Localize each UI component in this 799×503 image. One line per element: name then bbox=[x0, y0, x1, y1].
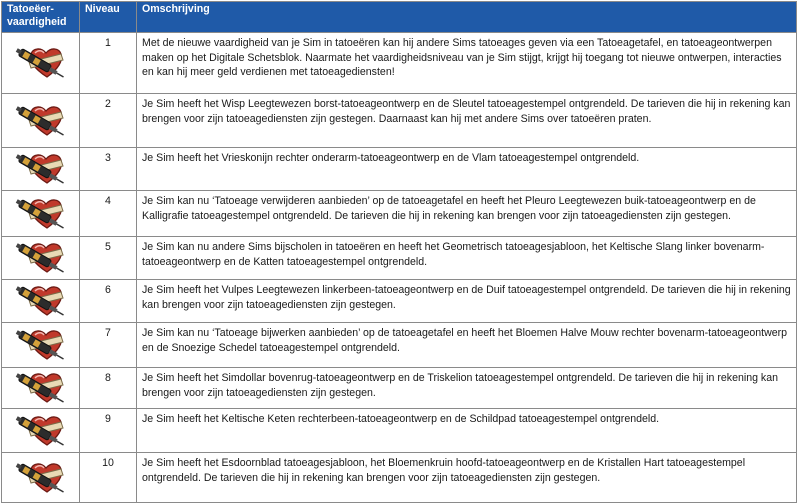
table-row bbox=[2, 191, 797, 237]
table-row bbox=[2, 237, 797, 280]
skill-icon-cell bbox=[2, 453, 80, 503]
skill-icon-cell bbox=[2, 280, 80, 323]
table-row bbox=[2, 453, 797, 503]
tattoo-machine-heart-icon bbox=[2, 195, 79, 233]
description-cell: Je Sim heeft het Simdollar bovenrug-tatoeageontwerp en de Triskelion tatoeagestempel ontgrendeld. De tarieven die hij in rekening kan brengen voor zijn tatoeagediensten zijn gestegen. bbox=[137, 368, 797, 409]
description-cell: Je Sim heeft het Wisp Leegtewezen borst-tatoeageontwerp en de Sleutel tatoeagestempel ontgrendeld. De tarieven die hij in rekening kan brengen voor zijn tatoeagediensten zijn gestegen. Daarnaast kan hij met andere Sims over tatoeëren praten. bbox=[137, 94, 797, 148]
table-header-row bbox=[2, 2, 797, 33]
description-cell: Je Sim heeft het Esdoornblad tatoeagesjabloon, het Bloemenkruin hoofd-tatoeageontwerp en de Kristallen Hart tatoeagestempel ontgrendeld. De tarieven die hij in rekening kan brengen voor zijn tatoeagediensten zijn gestegen. bbox=[137, 453, 797, 503]
header-description: Omschrijving bbox=[137, 2, 797, 33]
skill-icon-cell bbox=[2, 94, 80, 148]
level-cell: 7 bbox=[80, 323, 137, 368]
skill-icon-cell bbox=[2, 148, 80, 191]
description-cell: Je Sim kan nu ‘Tatoeage bijwerken aanbieden’ op de tatoeagetafel en heeft het Bloemen Halve Mouw rechter bovenarm-tatoeageontwerp en de Snoezige Schedel tatoeagestempel ontgrendeld. bbox=[137, 323, 797, 368]
level-cell: 9 bbox=[80, 409, 137, 453]
table-row bbox=[2, 323, 797, 368]
level-cell: 6 bbox=[80, 280, 137, 323]
header-level: Niveau bbox=[80, 2, 137, 33]
tattoo-machine-heart-icon bbox=[2, 102, 79, 140]
tattoo-machine-heart-icon bbox=[2, 150, 79, 188]
description-cell: Je Sim heeft het Keltische Keten rechterbeen-tatoeageontwerp en de Schildpad tatoeagestempel ontgrendeld. bbox=[137, 409, 797, 453]
level-cell: 4 bbox=[80, 191, 137, 237]
tattoo-machine-heart-icon bbox=[2, 326, 79, 364]
tattoo-machine-heart-icon bbox=[2, 282, 79, 320]
header-skill: Tatoeëer-vaardigheid bbox=[2, 2, 80, 33]
table-row bbox=[2, 94, 797, 148]
tattoo-machine-heart-icon bbox=[2, 239, 79, 277]
description-cell: Je Sim kan nu andere Sims bijscholen in tatoeëren en heeft het Geometrisch tatoeagesjabloon, het Keltische Slang linker bovenarm-tatoeageontwerp en de Katten tatoeagestempel ontgrendeld. bbox=[137, 237, 797, 280]
level-cell: 10 bbox=[80, 453, 137, 503]
table-row bbox=[2, 148, 797, 191]
table-row bbox=[2, 409, 797, 453]
skill-icon-cell bbox=[2, 368, 80, 409]
skill-icon-cell bbox=[2, 323, 80, 368]
level-cell: 1 bbox=[80, 33, 137, 94]
level-cell: 2 bbox=[80, 94, 137, 148]
tattoo-skill-table bbox=[1, 1, 797, 503]
tattoo-machine-heart-icon bbox=[2, 369, 79, 407]
description-cell: Je Sim heeft het Vrieskonijn rechter onderarm-tatoeageontwerp en de Vlam tatoeagestempel ontgrendeld. bbox=[137, 148, 797, 191]
tattoo-machine-heart-icon bbox=[2, 459, 79, 497]
skill-icon-cell bbox=[2, 33, 80, 94]
level-cell: 8 bbox=[80, 368, 137, 409]
level-cell: 3 bbox=[80, 148, 137, 191]
table-row bbox=[2, 33, 797, 94]
description-cell: Je Sim heeft het Vulpes Leegtewezen linkerbeen-tatoeageontwerp en de Duif tatoeagestempel ontgrendeld. De tarieven die hij in rekening kan brengen voor zijn tatoeagediensten zijn gestegen. bbox=[137, 280, 797, 323]
skill-icon-cell bbox=[2, 191, 80, 237]
level-cell: 5 bbox=[80, 237, 137, 280]
table-row bbox=[2, 368, 797, 409]
tattoo-machine-heart-icon bbox=[2, 412, 79, 450]
description-cell: Je Sim kan nu ‘Tatoeage verwijderen aanbieden’ op de tatoeagetafel en heeft het Pleuro Leegtewezen buik-tatoeageontwerp en de Kalligrafie tatoeagestempel ontgrendeld. De tarieven die hij in rekening kan brengen voor zijn tatoeagediensten zijn gestegen. bbox=[137, 191, 797, 237]
description-cell: Met de nieuwe vaardigheid van je Sim in tatoeëren kan hij andere Sims tatoeages geven via een Tatoeagetafel, en tatoeageontwerpen maken op het Digitale Schetsblok. Naarmate het vaardigheidsniveau van je Sim stijgt, krijgt hij toegang tot nieuwe ontwerpen, interacties en kan hij meer geld verdienen met tatoeagediensten! bbox=[137, 33, 797, 94]
table-row bbox=[2, 280, 797, 323]
skill-icon-cell bbox=[2, 409, 80, 453]
tattoo-machine-heart-icon bbox=[2, 44, 79, 82]
skill-icon-cell bbox=[2, 237, 80, 280]
